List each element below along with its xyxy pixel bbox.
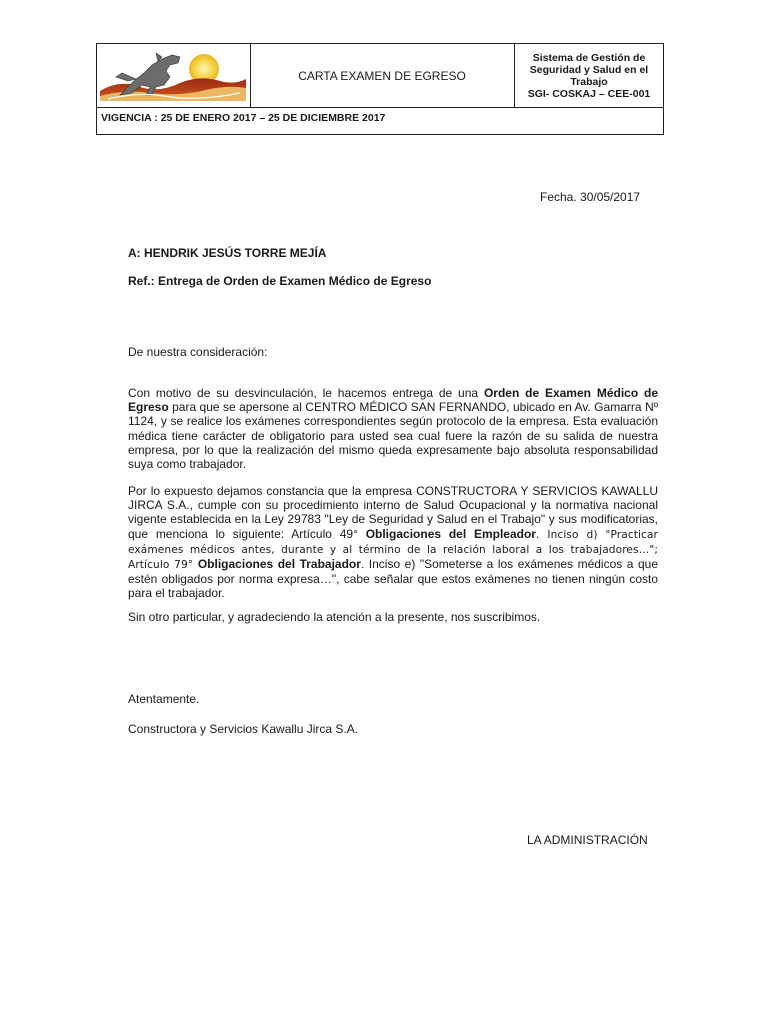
vigencia-text: VIGENCIA : 25 DE ENERO 2017 – 25 DE DICIEMBRE 2017 <box>101 112 386 124</box>
system-code: SGI- COSKAJ – CEE-001 <box>527 87 651 100</box>
letter-addressee: A: HENDRIK JESÚS TORRE MEJÍA <box>128 246 327 260</box>
document-title: CARTA EXAMEN DE EGRESO <box>250 44 515 107</box>
letter-signature: LA ADMINISTRACIÓN <box>527 833 648 847</box>
paragraph-2-text-a: Por lo expuesto dejamos constancia que la empresa CONSTRUCTORA Y SERVICIOS KAWALLU JIRCA S.A., cumple con su procedimiento interno de Salud Ocupacional y la normativa nacional vigente establecida en la Ley 29783 "Ley de Seguridad y Salud en el Trabajo" y sus modificatorias, que menciona lo siguiente: Artículo 49° <box>128 484 658 541</box>
paragraph-1-text-c: para que se apersone al CENTRO MÉDICO SAN FERNANDO, ubicado en Av. Gamarra Nº 1124, y se realice los exámenes correspondientes según protocolo de la empresa. Esta evaluación médica tiene carácter de obligatorio para usted sea cual fuere la razón de su salida de nuestra empresa, por lo que la realización del mismo queda expresamente bajo absoluta responsabilidad suya como trabajador. <box>128 400 658 472</box>
paragraph-1-text-a: Con motivo de su desvinculación, le hacemos entrega de una <box>128 386 484 400</box>
header-top-row <box>97 44 663 108</box>
system-line-2: Seguridad y Salud en el <box>529 63 649 76</box>
logo-cell <box>97 44 251 107</box>
system-line-1: Sistema de Gestión de <box>532 51 646 64</box>
paragraph-1 <box>128 386 658 471</box>
paragraph-1-bold-order: Orden de Examen Médico de Egreso <box>128 386 659 415</box>
paragraph-3: Sin otro particular, y agradeciendo la atención a la presente, nos suscribimos. <box>128 610 541 624</box>
letter-date: Fecha. 30/05/2017 <box>540 190 641 204</box>
letter-reference: Ref.: Entrega de Orden de Examen Médico de Egreso <box>128 274 432 288</box>
paragraph-2 <box>128 484 658 601</box>
paragraph-2-quote-e: . Inciso e) "Someterse a los exámenes médicos a que estén obligados por norma expresa…" <box>128 557 658 587</box>
company-logo <box>100 47 246 104</box>
paragraph-2-quote-d: . Inciso d) "Practicar exámenes médicos antes, durante y al término de la relación laboral a los trabajadores…"; Artículo 79° <box>128 528 659 572</box>
system-line-3: Trabajo <box>570 75 608 88</box>
letter-company: Constructora y Servicios Kawallu Jirca S.A. <box>128 722 359 736</box>
letter-greeting: De nuestra consideración: <box>128 345 268 359</box>
system-info <box>515 44 663 107</box>
paragraph-2-text-f: , cabe señalar que estos exámenes no tienen ningún costo para el trabajador. <box>128 572 659 601</box>
document-header <box>96 43 664 135</box>
paragraph-2-bold-employer: Obligaciones del Empleador <box>365 526 536 541</box>
letter-closing: Atentamente. <box>128 692 200 706</box>
paragraph-2-bold-worker: Obligaciones del Trabajador <box>197 557 361 572</box>
